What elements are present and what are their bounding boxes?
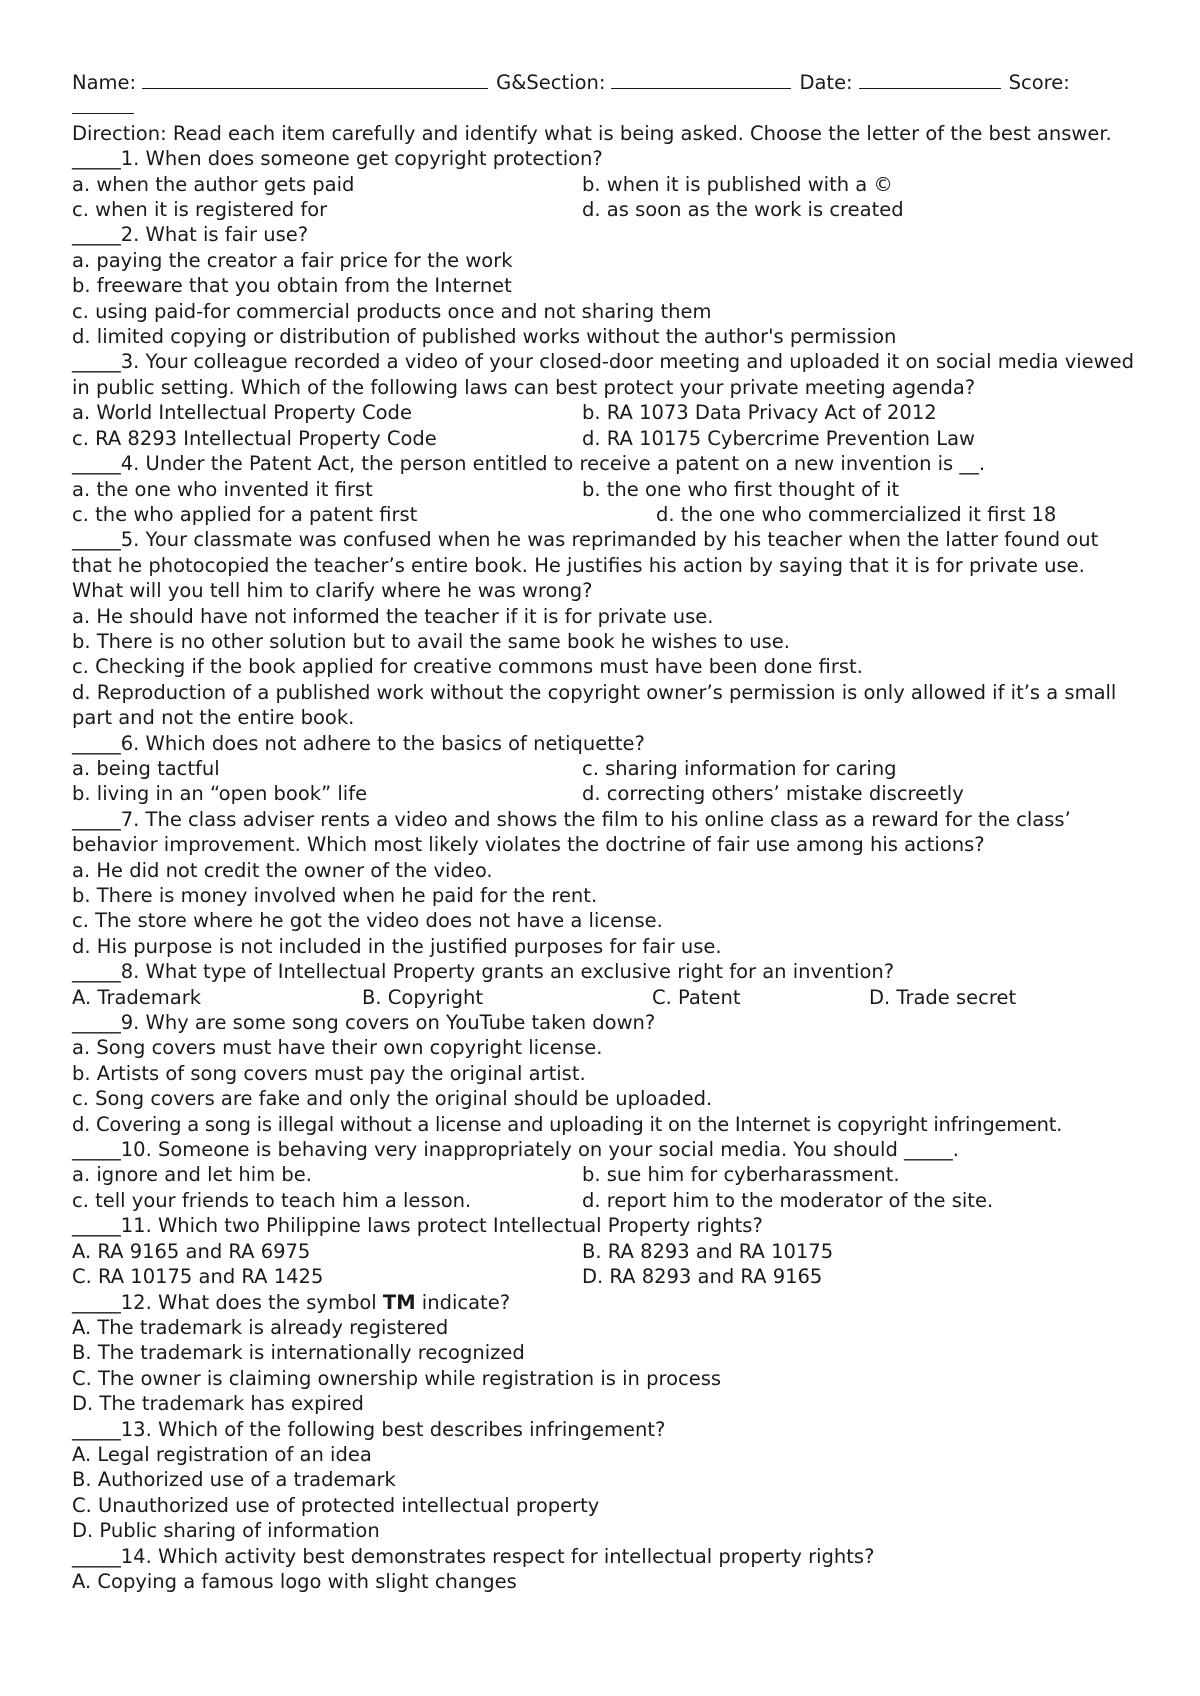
answer-blank[interactable]: _____ (72, 960, 121, 984)
choice: d. correcting others’ mistake discreetly (582, 782, 964, 806)
choice: a. being tactful (72, 756, 220, 780)
choice: D. Trade secret (869, 985, 1017, 1009)
choice: d. as soon as the work is created (582, 198, 904, 222)
choice: c. the who applied for a patent first (72, 502, 418, 526)
question-stem: 13. Which of the following best describes infringement? (120, 1417, 666, 1441)
choice: A. Trademark (72, 985, 202, 1009)
choice: C. Patent (652, 985, 741, 1009)
answer-blank[interactable]: _____ (72, 1417, 121, 1441)
choice: c. sharing information for caring (582, 756, 897, 780)
question-2 (72, 222, 1142, 247)
question-13 (72, 1417, 1142, 1442)
choice: A. Copying a famous logo with slight changes (72, 1569, 517, 1593)
question-stem: 1. When does someone get copyright protection? (120, 147, 603, 171)
choice: d. limited copying or distribution of published works without the author's permission (72, 325, 897, 349)
choice: a. He did not credit the owner of the video. (72, 858, 493, 882)
question-stem-end: indicate? (415, 1290, 511, 1314)
choice: d. report him to the moderator of the site. (582, 1188, 994, 1212)
question-1 (72, 146, 1142, 171)
choice: c. using paid-for commercial products once and not sharing them (72, 299, 712, 323)
choice: d. RA 10175 Cybercrime Prevention Law (582, 426, 975, 450)
choice: a. paying the creator a fair price for the work (72, 248, 513, 272)
choice: D. RA 8293 and RA 9165 (582, 1265, 823, 1289)
question-stem: 8. What type of Intellectual Property grants an exclusive right for an invention? (120, 960, 895, 984)
worksheet (72, 70, 1142, 1594)
question-11 (72, 1213, 1142, 1238)
answer-blank[interactable]: _____ (72, 528, 121, 552)
choice: d. Reproduction of a published work without the copyright owner’s permission is only allowed if it’s a small part and not the entire book. (72, 680, 1117, 730)
choice: b. the one who first thought of it (582, 477, 900, 501)
tm-symbol: TM (382, 1290, 416, 1314)
section-blank[interactable] (611, 70, 791, 89)
question-stem: 7. The class adviser rents a video and shows the film to his online class as a reward for the class’ behavior improvement. Which most likely violates the doctrine of fair use among his actions? (72, 807, 1071, 857)
question-stem: 2. What is fair use? (120, 223, 309, 247)
question-stem: 4. Under the Patent Act, the person entitled to receive a patent on a new invention is __. (120, 452, 986, 476)
answer-blank[interactable]: _____ (72, 731, 121, 755)
choice: b. There is money involved when he paid for the rent. (72, 884, 598, 907)
answer-blank[interactable]: _____ (72, 807, 121, 831)
choice: C. Unauthorized use of protected intellectual property (72, 1493, 600, 1517)
question-10 (72, 1137, 1142, 1162)
question-9 (72, 1010, 1142, 1035)
choice: A. RA 9165 and RA 6975 (72, 1239, 311, 1263)
choice: b. RA 1073 Data Privacy Act of 2012 (582, 401, 937, 425)
choice: d. the one who commercialized it first 18 (656, 502, 1057, 526)
question-3 (72, 349, 1142, 400)
choice: a. He should have not informed the teacher if it is for private use. (72, 604, 714, 628)
answer-blank[interactable]: _____ (72, 1138, 121, 1162)
choice: a. Song covers must have their own copyright license. (72, 1036, 603, 1060)
choice: A. The trademark is already registered (72, 1315, 449, 1339)
choice: c. Song covers are fake and only the original should be uploaded. (72, 1087, 713, 1111)
score-label: Score: (1008, 71, 1070, 94)
choice: B. Copyright (362, 985, 484, 1009)
name-label: Name: (72, 71, 137, 94)
score-blank-line (72, 95, 1142, 120)
date-label: Date: (799, 71, 853, 94)
direction: Direction: Read each item carefully and identify what is being asked. Choose the letter of the best answer. (72, 121, 1112, 145)
answer-blank[interactable]: _____ (72, 1290, 121, 1314)
choice: b. living in an “open book” life (72, 782, 368, 806)
answer-blank[interactable]: _____ (72, 147, 121, 171)
question-14 (72, 1544, 1142, 1569)
choice: B. Authorized use of a trademark (72, 1468, 396, 1492)
question-5 (72, 527, 1142, 603)
choice: a. ignore and let him be. (72, 1163, 312, 1187)
choice: d. Covering a song is illegal without a license and uploading it on the Internet is copyright infringement. (72, 1112, 1063, 1136)
question-8 (72, 959, 1142, 984)
choice: A. Legal registration of an idea (72, 1442, 372, 1466)
choice: a. when the author gets paid (72, 172, 355, 196)
choice: d. His purpose is not included in the justified purposes for fair use. (72, 934, 722, 958)
choice: D. Public sharing of information (72, 1519, 380, 1543)
question-stem: 5. Your classmate was confused when he was reprimanded by his teacher when the latter found out that he photocopied the teacher’s entire book. He justifies his action by saying that it is for private use. What will you tell him to clarify where he was wrong? (72, 528, 1099, 603)
question-6 (72, 731, 1142, 756)
answer-blank[interactable]: _____ (72, 452, 121, 476)
section-label: G&Section: (496, 71, 606, 94)
choice: b. sue him for cyberharassment. (582, 1163, 900, 1187)
score-blank[interactable] (72, 95, 134, 114)
question-stem: 11. Which two Philippine laws protect Intellectual Property rights? (120, 1214, 763, 1238)
choice: b. Artists of song covers must pay the original artist. (72, 1061, 586, 1085)
choice: c. tell your friends to teach him a lesson. (72, 1188, 472, 1212)
name-blank[interactable] (142, 70, 488, 89)
question-stem: 12. What does the symbol (120, 1290, 383, 1314)
choice: c. when it is registered for (72, 198, 328, 222)
choice: c. Checking if the book applied for creative commons must have been done first. (72, 655, 863, 679)
question-12 (72, 1290, 1142, 1315)
choice: b. freeware that you obtain from the Internet (72, 274, 512, 298)
answer-blank[interactable]: _____ (72, 223, 121, 247)
choice: b. when it is published with a © (582, 172, 893, 196)
choice: c. RA 8293 Intellectual Property Code (72, 426, 437, 450)
answer-blank[interactable]: _____ (72, 1544, 121, 1568)
question-7 (72, 807, 1142, 858)
choice: D. The trademark has expired (72, 1392, 364, 1416)
question-stem: 10. Someone is behaving very inappropriately on your social media. You should _____. (120, 1138, 959, 1162)
choice: B. RA 8293 and RA 10175 (582, 1239, 834, 1263)
header-fields (72, 70, 1142, 95)
choice: a. the one who invented it first (72, 477, 373, 501)
question-4 (72, 451, 1142, 476)
question-stem: 9. Why are some song covers on YouTube taken down? (120, 1011, 656, 1035)
answer-blank[interactable]: _____ (72, 350, 121, 374)
choice: C. RA 10175 and RA 1425 (72, 1265, 324, 1289)
answer-blank[interactable]: _____ (72, 1214, 121, 1238)
question-stem: 3. Your colleague recorded a video of your closed-door meeting and uploaded it on social media viewed in public setting. Which of the following laws can best protect your private meeting agenda? (72, 350, 1134, 399)
date-blank[interactable] (859, 70, 1001, 89)
question-stem: 6. Which does not adhere to the basics of netiquette? (120, 731, 645, 755)
answer-blank[interactable]: _____ (72, 1011, 121, 1035)
choice: C. The owner is claiming ownership while registration is in process (72, 1366, 722, 1390)
choice: c. The store where he got the video does not have a license. (72, 909, 663, 933)
question-stem: 14. Which activity best demonstrates respect for intellectual property rights? (120, 1544, 875, 1568)
choice: a. World Intellectual Property Code (72, 401, 412, 425)
choice: b. There is no other solution but to avail the same book he wishes to use. (72, 629, 790, 653)
choice: B. The trademark is internationally recognized (72, 1341, 525, 1365)
